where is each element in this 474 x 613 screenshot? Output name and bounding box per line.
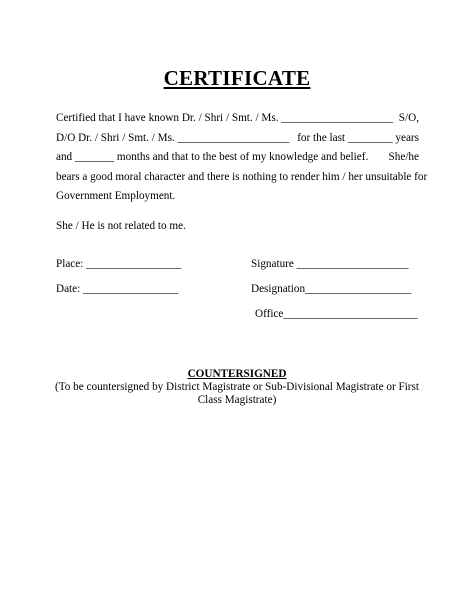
body-line-2-end: for the last ________ years [297, 131, 419, 144]
document-title: CERTIFICATE [163, 66, 311, 90]
body-line-2 [56, 129, 419, 149]
countersigned-note: (To be countersigned by District Magistrate or Sub-Divisional Magistrate or First Class Magistrate) [55, 381, 419, 406]
body-line-1 [56, 109, 419, 129]
body-line-5 [56, 187, 419, 207]
body-line-5-text: Government Employment. [56, 190, 176, 202]
body-line-2-text: D/O Dr. / Shri / Smt. / Ms. ____________________ [56, 131, 290, 144]
body-line-3-end: She/he [388, 151, 419, 163]
body-line-4 [56, 168, 428, 188]
date-field: Date: _________________ [56, 283, 179, 295]
office-field: Office________________________ [255, 308, 418, 320]
body-line-1-text: Certified that I have known Dr. / Shri / Smt. / Ms. ____________________ [56, 112, 394, 124]
body-line-3-text: and _______ months and that to the best of my knowledge and belief. [56, 151, 369, 163]
relation-note: She / He is not related to me. [56, 220, 186, 232]
countersigned-title: COUNTERSIGNED [187, 368, 287, 380]
body-line-1-end: S/O, [398, 112, 419, 124]
signature-field: Signature ____________________ [251, 258, 409, 270]
body-line-3 [56, 148, 419, 168]
place-field: Place: _________________ [56, 258, 182, 270]
designation-field: Designation___________________ [251, 283, 412, 295]
body-line-4-text: bears a good moral character and there is nothing to render him / her unsuitable for [56, 170, 428, 183]
certificate-body [56, 109, 428, 207]
